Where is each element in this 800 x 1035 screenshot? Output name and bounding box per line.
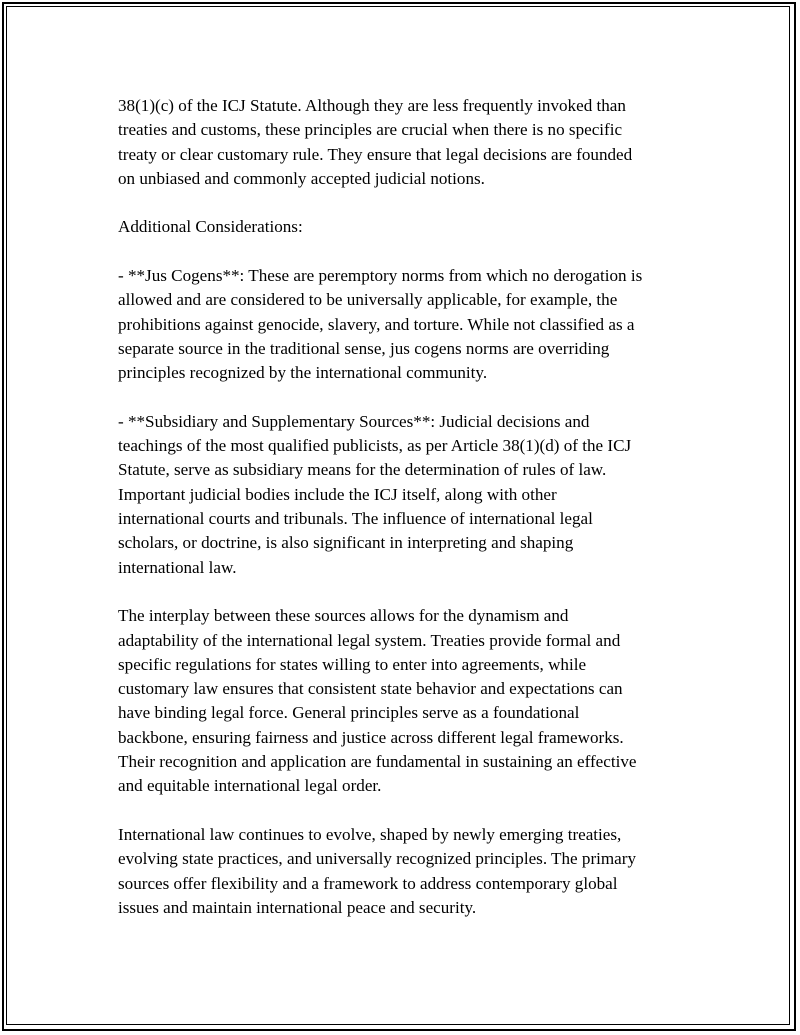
paragraph-interplay: The interplay between these sources allows for the dynamism and adaptability of the international legal system. Treaties provide formal and specific regulations for states willing to enter into agreements, while customary law ensures that consistent state behavior and expectations can have binding legal force. General principles serve as a foundational backbone, ensuring fairness and justice across different legal frameworks. Their recognition and application are fundamental in sustaining an effective and equitable international legal order.: [118, 606, 637, 796]
paragraph-conclusion: International law continues to evolve, shaped by newly emerging treaties, evolving state practices, and universally recognized principles. The primary sources offer flexibility and a framework to address contemporary global issues and maintain international peace and security.: [118, 824, 637, 917]
paragraph-jus-cogens: - **Jus Cogens**: These are peremptory norms from which no derogation is allowed and are considered to be universally applicable, for example, the prohibitions against genocide, slavery, and torture. While not classified as a separate source in the traditional sense, jus cogens norms are overriding principles recognized by the international community.: [118, 266, 643, 383]
document-body: [118, 94, 688, 944]
paragraph-subsidiary-sources: - **Subsidiary and Supplementary Sources**: Judicial decisions and teachings of the most qualified publicists, as per Article 38(1)(d) of the ICJ Statute, serve as subsidiary means for the determination of rules of law. Important judicial bodies include the ICJ itself, along with other international courts and tribunals. The influence of international legal scholars, or doctrine, is also significant in interpreting and shaping international law.: [118, 411, 632, 577]
heading-additional-considerations: Additional Considerations:: [118, 217, 303, 237]
paragraph-general-principles: 38(1)(c) of the ICJ Statute. Although they are less frequently invoked than treaties and customs, these principles are crucial when there is no specific treaty or clear customary rule. They ensure that legal decisions are founded on unbiased and commonly accepted judicial notions.: [118, 96, 633, 188]
